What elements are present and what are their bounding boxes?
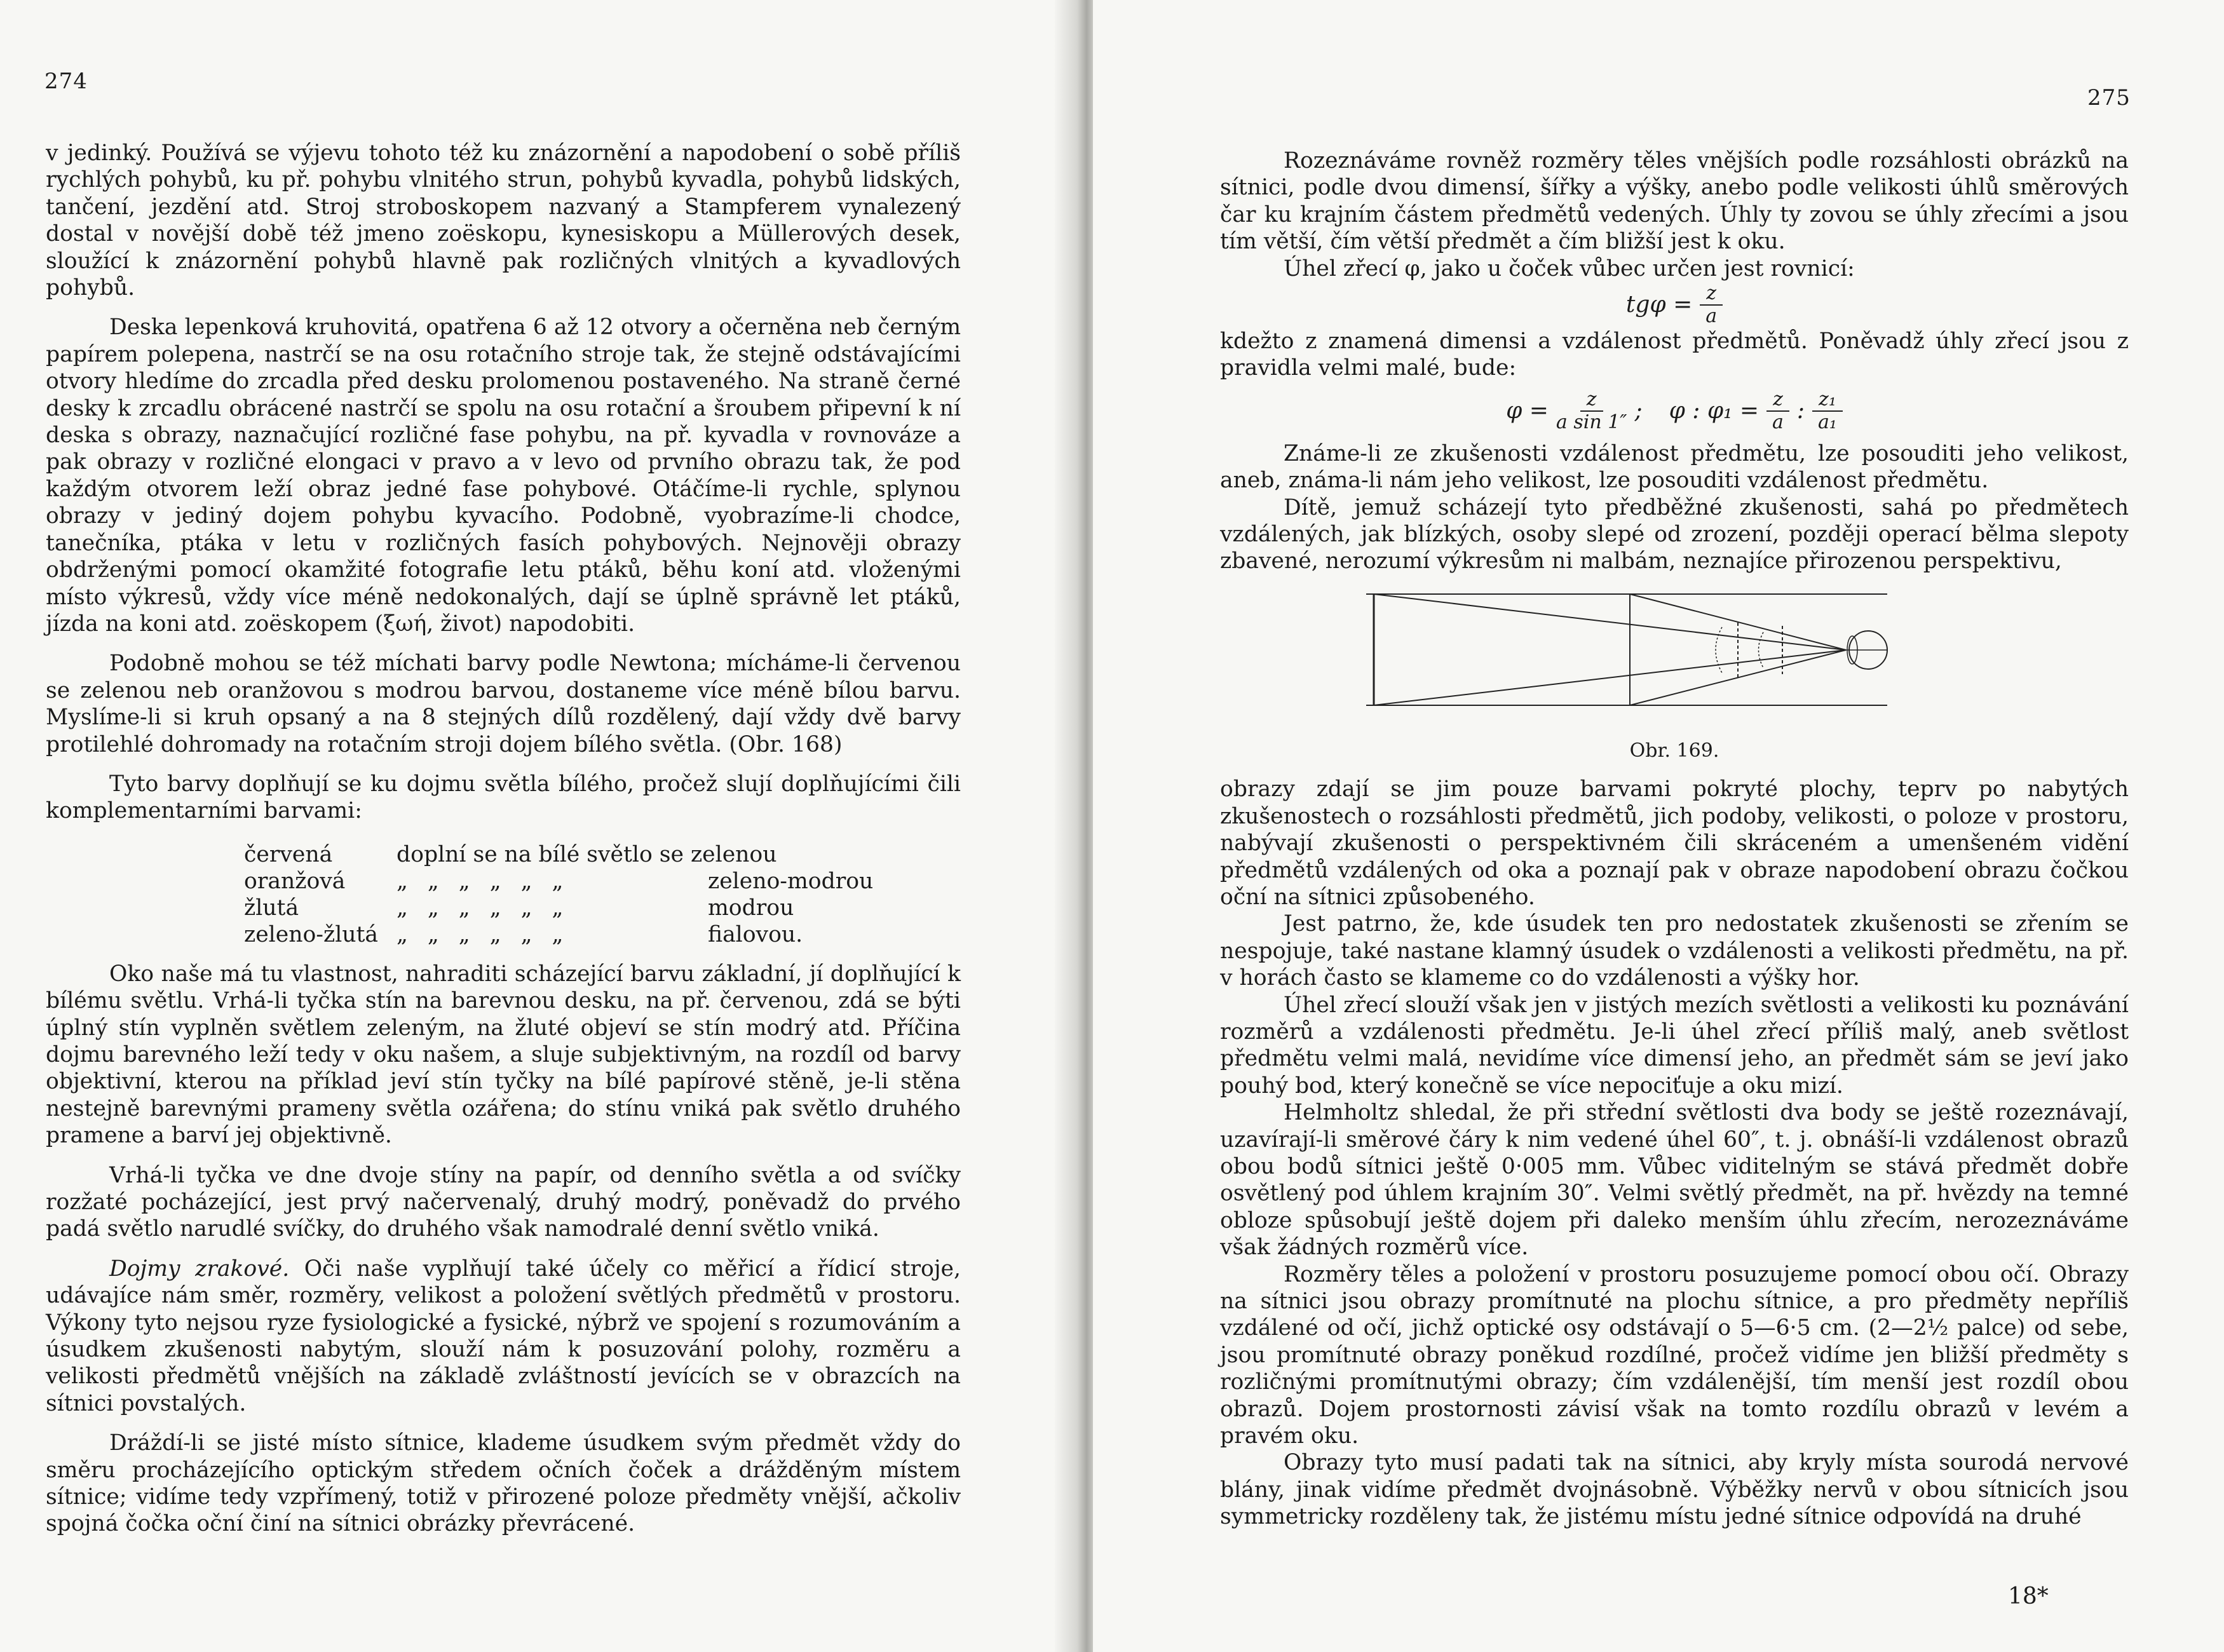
numerator: z xyxy=(1766,389,1789,412)
left-page xyxy=(0,0,1074,1652)
paragraph-text: Oči naše vyplňují také účely co měřicí a řídicí stroje, udávajíce nám směr, rozměry, velikost a položení světlých předmětů v prostoru. Výkony tyto nejsou ryze fysiologické a fysické, nýbrž ve spojení s rozumováním a úsudkem zkušenosti nabytým, slouží nám k posuzování polohy, rozměru a velikosti předmětů vnějších na základě zvláštností jevících se v obrazcích na sítnici povstalých. xyxy=(46,1256,961,1416)
section-heading: Dojmy zrakové. xyxy=(109,1256,290,1282)
denominator: a₁ xyxy=(1818,410,1837,433)
color-name: zeleno-žlutá xyxy=(244,921,379,947)
paragraph: Rozeznáváme rovněž rozměry těles vnějších podle rozsáhlosti obrázků na sítnici, podle dvou dimensí, šířky a výšky, anebo podle velikosti úhlů směrových čar ku krajním částem předmětů vedených. Úhly ty zovou se úhly zřecími a jsou tím větší, čím větší předmět a čím bližší jest k oku. xyxy=(1220,148,2129,255)
equation-lhs: φ : φ₁ = xyxy=(1669,397,1760,424)
left-text-column xyxy=(46,140,961,1538)
fraction xyxy=(1556,389,1627,433)
paragraph: v jedinký. Používá se výjevu tohoto též ku znázornění a napodobení o sobě příliš rychlých pohybů, ku př. pohybu vlnitého strun, pohybů kyvadla, pohybů lidských, tančení, jezdění atd. Stroj stroboskopem nazvaný a Stampferem vynalezený dostal v novější době též jmeno zoëskopu, kynesiskopu a Müllerových desek, sloužící k znázornění pohybů hlavně pak rozličných vlnitých a kyvadlových pohybů. xyxy=(46,140,961,301)
page-number: 275 xyxy=(2087,85,2131,111)
numerator: z xyxy=(1700,283,1723,306)
paragraph: Dítě, jemuž scházejí tyto předběžné zkušenosti, sahá po předmětech vzdálených, jak blízkých, osoby slepé od zrození, později operací bělma slepoty zbavené, nerozumí výkresům ni malbám, neznajíce přirozenou perspektivu, xyxy=(1220,494,2129,574)
printer-signature-mark: 18* xyxy=(2008,1583,2049,1609)
numerator: z xyxy=(1580,389,1603,412)
paragraph: Dráždí-li se jisté místo sítnice, klademe úsudkem svým předmět vždy do směru procházejícího optickým středem očních čoček a drážděným místem sítnice; vidíme tedy vzpřímený, totiž v přirozené poloze předměty vnější, ačkoliv spojná čočka oční činí na sítnici obrázky převrácené. xyxy=(46,1430,961,1537)
equation-lhs: tgφ = xyxy=(1625,291,1693,318)
table-row xyxy=(244,868,961,895)
color-complement: modrou xyxy=(708,895,794,921)
color-complement: fialovou. xyxy=(708,921,803,947)
equation-lhs: φ = xyxy=(1506,397,1549,424)
right-text-column xyxy=(1220,147,2129,1531)
color-complement: doplní se na bílé světlo se zelenou xyxy=(397,841,777,867)
fraction xyxy=(1766,389,1789,433)
separator: ; xyxy=(1634,397,1643,424)
paragraph: Úhel zřecí slouží však jen v jistých mezích světlosti a velikosti ku poznávání rozměrů a vzdálenosti předmětu. Je-li úhel zřecí příliš malý, aneb světlost předmětu velmi malá, nevidíme více dimensí jeho, an předmět sám se jeví jako pouhý bod, který konečně se více nepociťuje a oku mizí. xyxy=(1220,992,2129,1099)
paragraph: Úhel zřecí φ, jako u čoček vůbec určen jest rovnicí: xyxy=(1284,255,1855,281)
equation-tangent xyxy=(1220,282,2129,328)
equation-angle xyxy=(1220,382,2129,440)
color-name: žlutá xyxy=(244,895,299,921)
paragraph: Helmholtz shledal, že při střední světlosti dva body se ještě rozeznávají, uzavírají-li směrové čáry k nim vedené úhel 60″, t. j. obnáší-li vzdálenost obrazů obou bodů sítnici ještě 0·005 mm. Vůbec viditelným se stává předmět dobře osvětlený pod úhlem krajním 30″. Velmi světlý předmět, na př. hvězdy na temné obloze spůsobují ještě dojem při daleko menším úhlu zřecím, nerozeznáváme však žádných rozměrů více. xyxy=(1220,1100,2129,1261)
numerator: z₁ xyxy=(1812,389,1843,412)
page-number: 274 xyxy=(44,69,88,94)
color-complement: zeleno-modrou xyxy=(708,868,874,894)
paragraph: Oko naše má tu vlastnost, nahraditi scházející barvu základní, jí doplňující k bílému světlu. Vrhá-li tyčka stín na barevnou desku, na př. červenou, zdá se býti úplný stín vyplněn světlem zeleným, na žluté objeví se stín modrý atd. Příčina dojmu barevného leží tedy v oku našem, a sluje subjektivným, na rozdíl od barvy objektivní, kterou na příklad jeví stín tyčky na bílé papírové stěně, je-li stěna nestejně barevnými prameny světla ozářena; do stínu vniká pak světlo druhého pramene a barví jej objektivně. xyxy=(46,961,961,1149)
paragraph: Známe-li ze zkušenosti vzdálenost předmětu, lze posouditi jeho velikost, aneb, známa-li nám jeho velikost, lze posouditi vzdálenost předmětu. xyxy=(1220,440,2129,494)
complementary-colors-table xyxy=(46,841,961,948)
table-row xyxy=(244,841,961,868)
color-name: oranžová xyxy=(244,868,346,894)
paragraph: Vrhá-li tyčka ve dne dvoje stíny na papír, od denního světla a od svíčky rozžaté pocházející, jest prvý načervenalý, druhý modrý, poněvadž do prvého padá světlo narudlé svíčky, do druhého však namodralé denní světlo vniká. xyxy=(46,1162,961,1242)
paragraph: Deska lepenková kruhovitá, opatřena 6 až 12 otvory a očerněna neb černým papírem polepena, nastrčí se na osu rotačního stroje tak, že stejně odstávajícími otvory hledíme do zrcadla před desku prolomenou postaveného. Na straně černé desky k zrcadlu obrácené nastrčí se spolu na osu rotační a šroubem připevní k ní deska s obrazy, naznačující rozličné fase pohybu, na př. kyvadla v rovnováze a pak obrazy v rozličné elongaci v pravo a v levo od prvního obrazu tak, že pod každým otvorem leží obraz jedné fase pohybové. Otáčíme-li rychle, splynou obrazy v jediný dojem pohybu kyvacího. Podobně, vyobrazíme-li chodce, tanečníka, ptáka v letu v rozličných fasích pohybových. Nejnověji obrazy obdrženými pomocí okamžité fotografie letu ptáků, běhu koní atd. vloženými místo výkresů, vždy více méně nedokonalých, dají se úplně správně let ptáků, jízda na koni atd. zoëskopem (ξωή, život) napodobiti. xyxy=(46,315,961,637)
table-row xyxy=(244,921,961,948)
denominator: a xyxy=(1772,410,1784,433)
figure-caption: Obr. 169. xyxy=(1629,739,1719,762)
paragraph: Rozměry těles a položení v prostoru posuzujeme pomocí obou očí. Obrazy na sítnici jsou obrazy promítnuté na plochu sítnice, a pro předměty nepříliš vzdálené od očí, jichž optické osy odstávají o 5—6·5 cm. (2—2½ palce) od sebe, jsou promítnuté obrazy poněkud rozdílné, pročež vidíme jen bližší předměty s rozličnými promítnutými obrazy; čím vzdálenější, tím menší jest rozdíl obou obrazů. Dojem prostornosti závisí však na tomto rozdílu obrazů v levém a pravém oku. xyxy=(1220,1261,2129,1449)
right-page xyxy=(1093,0,2224,1652)
table-row xyxy=(244,895,961,921)
paragraph: Jest patrno, že, kde úsudek ten pro nedostatek zkušenosti se zřením se nespojuje, také nastane klamný úsudek o vzdálenosti a velikosti předmětu, na př. v horách často se klameme co do vzdálenosti a výšky hor. xyxy=(1220,911,2129,991)
paragraph: Tyto barvy doplňují se ku dojmu světla bílého, pročež slují doplňujícími čili komplementarními barvami: xyxy=(46,771,961,824)
ditto-marks: „ „ „ „ „ „ xyxy=(397,921,570,947)
figure-169 xyxy=(1220,588,2129,734)
visual-angle-diagram xyxy=(1366,588,1938,728)
ditto-marks: „ „ „ „ „ „ xyxy=(397,895,570,921)
paragraph: Obrazy tyto musí padati tak na sítnici, aby kryly místa sourodá nervové blány, jinak vidíme předmět dvojnásobně. Výběžky nervů v obou sítnicích jsou symmetricky rozděleny tak, že jistému místu jedné sítnice odpovídá na druhé xyxy=(1220,1450,2129,1530)
paragraph xyxy=(46,1256,961,1417)
denominator: a sin 1″ xyxy=(1556,410,1627,433)
fraction xyxy=(1700,283,1723,327)
paragraph: kdežto z znamená dimensi a vzdálenost předmětů. Poněvadž úhly zřecí jsou z pravidla velmi malé, bude: xyxy=(1220,328,2129,381)
paragraph: Podobně mohou se též míchati barvy podle Newtona; mícháme-li červenou se zelenou neb oranžovou s modrou barvou, dostaneme více méně bílou barvu. Myslíme-li si kruh opsaný a na 8 stejných dílů rozdělený, dají vždy dvě barvy protilehlé dohromady na rotačním stroji dojem bílého světla. (Obr. 168) xyxy=(46,651,961,757)
denominator: a xyxy=(1705,305,1718,328)
separator: : xyxy=(1796,397,1805,424)
color-name: červená xyxy=(244,841,333,867)
ditto-marks: „ „ „ „ „ „ xyxy=(397,868,570,894)
fraction xyxy=(1812,389,1843,433)
paragraph: obrazy zdají se jim pouze barvami pokryté plochy, teprv po nabytých zkušenostech o rozsáhlosti předmětů, jich podoby, velikosti, o poloze v prostoru, nabývají zkušenosti o perspektivném čili skráceném a umenšeném vidění předmětů vzdálených od oka a poznají pak v obraze napodobení obrazu čočkou oční na sítnici způsobeného. xyxy=(1220,776,2129,910)
